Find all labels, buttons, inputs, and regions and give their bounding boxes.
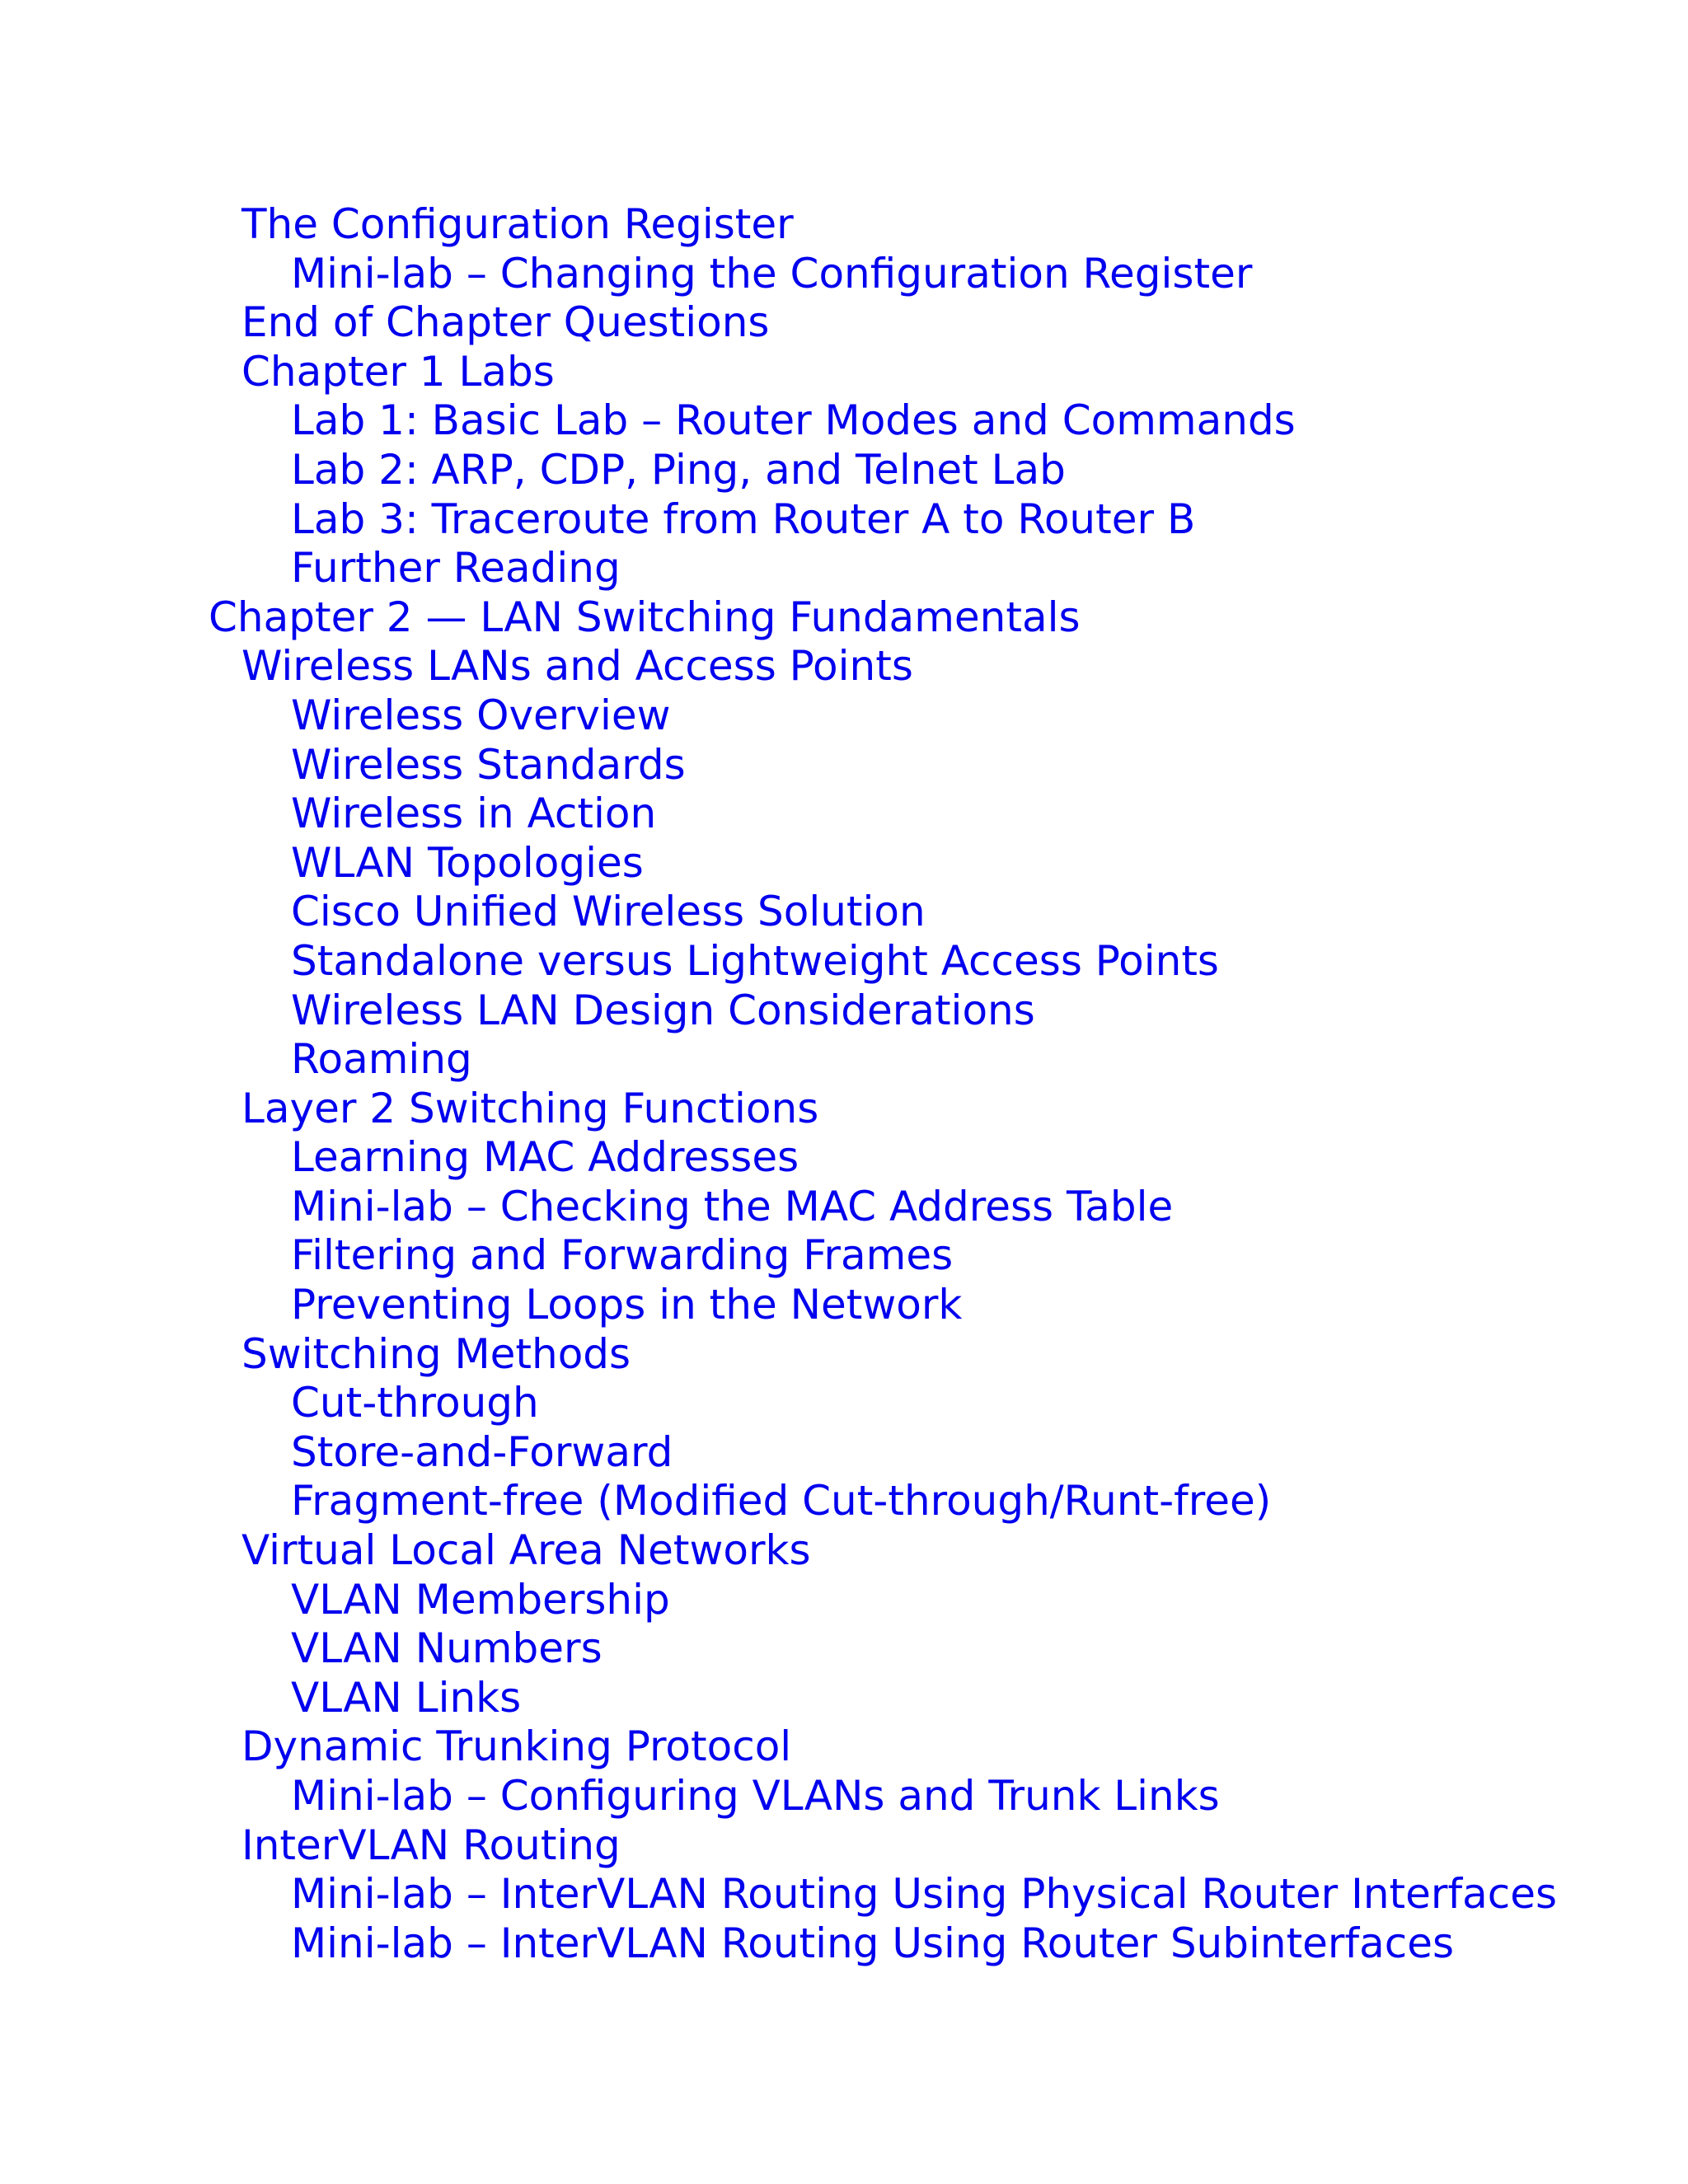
toc-subsection-link[interactable]: Further Reading xyxy=(291,544,621,593)
toc-section-link[interactable]: Wireless LANs and Access Points xyxy=(241,642,913,691)
toc-subsection-link[interactable]: Fragment-free (Modified Cut-through/Runt-free) xyxy=(291,1477,1272,1526)
table-of-contents xyxy=(0,200,1557,1968)
toc-section-link[interactable]: The Configuration Register xyxy=(241,200,794,248)
toc-section-link[interactable]: Dynamic Trunking Protocol xyxy=(241,1722,792,1771)
toc-section-link[interactable]: InterVLAN Routing xyxy=(241,1821,621,1869)
toc-subsection-link[interactable]: Wireless Standards xyxy=(291,740,686,789)
toc-subsection-link[interactable]: Mini-lab – Checking the MAC Address Table xyxy=(291,1182,1174,1230)
toc-subsection-link[interactable]: Store-and-Forward xyxy=(291,1427,673,1476)
toc-subsection-link[interactable]: Cisco Unified Wireless Solution xyxy=(291,888,926,936)
toc-subsection-link[interactable]: WLAN Topologies xyxy=(291,838,644,887)
toc-section-link[interactable]: End of Chapter Questions xyxy=(241,298,770,347)
toc-subsection-link[interactable]: Cut-through xyxy=(291,1379,539,1427)
toc-section-link[interactable]: Virtual Local Area Networks xyxy=(241,1526,811,1575)
toc-subsection-link[interactable]: Roaming xyxy=(291,1035,472,1084)
toc-subsection-link[interactable]: Wireless in Action xyxy=(291,790,657,838)
toc-subsection-link[interactable]: Preventing Loops in the Network xyxy=(291,1281,963,1329)
toc-section-link[interactable]: Switching Methods xyxy=(241,1329,631,1378)
toc-section-link[interactable]: Layer 2 Switching Functions xyxy=(241,1084,819,1132)
toc-subsection-link[interactable]: Mini-lab – Changing the Configuration Register xyxy=(291,249,1253,298)
toc-subsection-link[interactable]: Mini-lab – Configuring VLANs and Trunk Links xyxy=(291,1772,1220,1820)
toc-subsection-link[interactable]: Lab 2: ARP, CDP, Ping, and Telnet Lab xyxy=(291,445,1066,494)
toc-subsection-link[interactable]: Mini-lab – InterVLAN Routing Using Router Subinterfaces xyxy=(291,1919,1455,1967)
toc-subsection-link[interactable]: Learning MAC Addresses xyxy=(291,1133,799,1182)
toc-chapter-link[interactable]: Chapter 2 — LAN Switching Fundamentals xyxy=(209,593,1081,641)
toc-subsection-link[interactable]: Filtering and Forwarding Frames xyxy=(291,1231,954,1280)
toc-subsection-link[interactable]: VLAN Numbers xyxy=(291,1624,603,1673)
toc-subsection-link[interactable]: Wireless LAN Design Considerations xyxy=(291,986,1035,1034)
toc-subsection-link[interactable]: Wireless Overview xyxy=(291,691,671,739)
toc-subsection-link[interactable]: Mini-lab – InterVLAN Routing Using Physical Router Interfaces xyxy=(291,1870,1558,1919)
toc-section-link[interactable]: Chapter 1 Labs xyxy=(241,347,555,396)
toc-subsection-link[interactable]: Standalone versus Lightweight Access Points xyxy=(291,936,1219,985)
toc-subsection-link[interactable]: VLAN Membership xyxy=(291,1575,670,1624)
toc-subsection-link[interactable]: Lab 1: Basic Lab – Router Modes and Commands xyxy=(291,396,1296,445)
toc-subsection-link[interactable]: Lab 3: Traceroute from Router A to Router B xyxy=(291,494,1196,543)
toc-subsection-link[interactable]: VLAN Links xyxy=(291,1673,522,1722)
